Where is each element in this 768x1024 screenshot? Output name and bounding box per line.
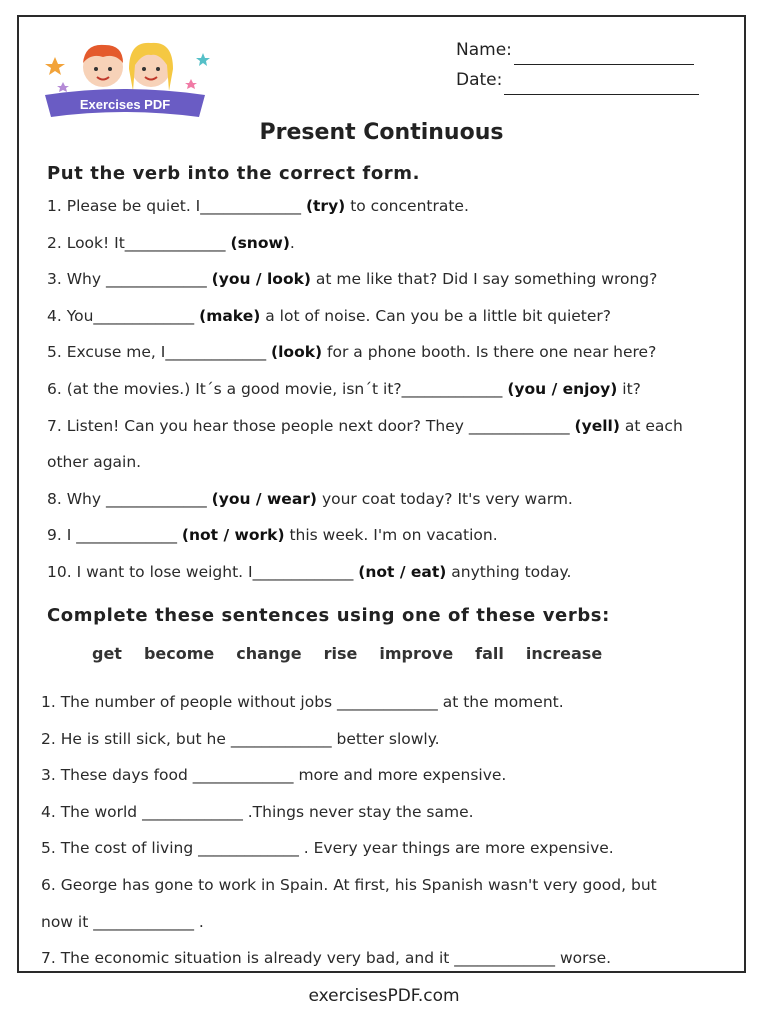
date-label: Date: <box>456 70 503 90</box>
exercise-1-line <box>47 526 730 544</box>
date-line <box>504 75 699 95</box>
exercise-2-line: now it _____________ . <box>41 912 204 931</box>
verb-hint: (you / look) <box>211 270 311 289</box>
verb-hint: (yell) <box>574 416 620 435</box>
section1-heading: Put the verb into the correct form. <box>47 163 421 184</box>
exercise-1-line <box>47 234 730 252</box>
line-text: at each <box>619 416 683 435</box>
verb-hint: (snow) <box>230 233 290 252</box>
verb-hint: (try) <box>305 197 346 215</box>
line-text: for a phone booth. Is there one near here? <box>322 343 657 362</box>
verb-option: change <box>236 644 302 663</box>
exercise-2-line: 4. The world _____________ .Things never stay the same. <box>41 802 474 821</box>
verb-hint: (you / wear) <box>211 489 318 508</box>
exercise-1-line <box>47 453 730 471</box>
line-text: 7. Listen! Can you hear those people next door? They _____________ <box>47 416 575 435</box>
name-line <box>514 45 694 65</box>
verb-option: become <box>143 644 215 663</box>
verb-bank <box>92 644 602 663</box>
verb-option: improve <box>379 644 454 663</box>
verb-hint: (not / work) <box>181 526 285 545</box>
section2-heading: Complete these sentences using one of these verbs: <box>47 605 610 626</box>
page-title: Present Continuous <box>259 120 504 145</box>
verb-option: fall <box>475 644 504 663</box>
exercise-1-line <box>47 307 730 325</box>
line-text: 3. Why _____________ <box>47 270 212 289</box>
verb-option: rise <box>323 644 358 663</box>
name-field[interactable] <box>456 35 699 65</box>
verb-option: get <box>92 644 122 663</box>
line-text: 4. You_____________ <box>47 306 200 325</box>
exercise-1-line <box>47 490 730 508</box>
footer-site: exercisesPDF.com <box>308 986 460 1006</box>
exercise-1-line <box>47 270 730 288</box>
exercise-2-line: 3. These days food _____________ more and more expensive. <box>41 766 507 785</box>
worksheet <box>17 15 746 973</box>
verb-option: increase <box>525 644 603 663</box>
line-text: 6. (at the movies.) It´s a good movie, isn´t it?_____________ <box>47 380 508 398</box>
line-text: a lot of noise. Can you be a little bit quieter? <box>260 306 611 325</box>
date-field[interactable] <box>456 65 699 95</box>
line-text: 5. Excuse me, I_____________ <box>47 343 272 362</box>
exercise-2-line: 1. The number of people without jobs _____________ at the moment. <box>41 693 564 711</box>
line-text: . <box>289 233 295 252</box>
verb-hint: (look) <box>271 343 323 362</box>
line-text: 2. Look! It_____________ <box>47 233 231 252</box>
line-text: 9. I _____________ <box>47 526 182 545</box>
exercise-2-line: 2. He is still sick, but he _____________ better slowly. <box>41 729 440 748</box>
line-text: 8. Why _____________ <box>47 489 212 508</box>
line-text: to concentrate. <box>345 197 469 215</box>
line-text: other again. <box>47 453 142 472</box>
verb-hint: (not / eat) <box>358 563 447 581</box>
exercise-1-line <box>47 563 730 581</box>
line-text: it? <box>617 380 641 398</box>
logo-text: Exercises PDF <box>79 97 171 112</box>
verb-hint: (you / enjoy) <box>507 380 618 398</box>
exercise-2-line: 6. George has gone to work in Spain. At first, his Spanish wasn't very good, but <box>41 876 657 894</box>
logo-kids-icon <box>33 27 213 127</box>
exercise-1-line <box>47 417 730 435</box>
exercise-1-line <box>47 197 730 215</box>
name-label: Name: <box>456 40 512 60</box>
exercise-1-line <box>47 380 730 398</box>
line-text: your coat today? It's very warm. <box>317 489 573 508</box>
name-date-fields <box>456 35 699 95</box>
line-text: 10. I want to lose weight. I_____________ <box>47 563 359 581</box>
exercise-1-line <box>47 343 730 361</box>
verb-hint: (make) <box>199 306 261 325</box>
exercise-2-line: 7. The economic situation is already very bad, and it _____________ worse. <box>41 949 612 968</box>
line-text: 1. Please be quiet. I_____________ <box>47 197 306 215</box>
line-text: anything today. <box>446 563 572 581</box>
exercise-2-line: 5. The cost of living _____________ . Every year things are more expensive. <box>41 839 614 858</box>
line-text: this week. I'm on vacation. <box>284 526 498 545</box>
line-text: at me like that? Did I say something wrong? <box>310 270 658 289</box>
